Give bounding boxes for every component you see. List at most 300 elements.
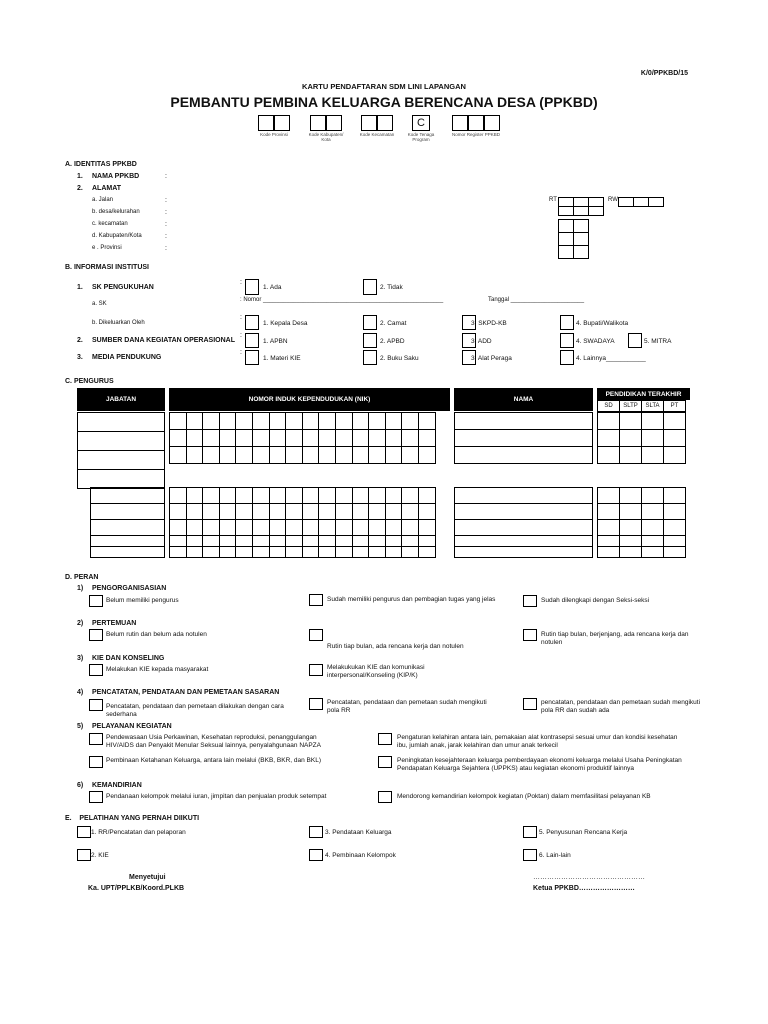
table-cell[interactable] [252,504,269,520]
table-cell[interactable] [170,547,187,558]
table-cell[interactable] [286,430,303,447]
pelatihan-option: 3. Pendataan Keluarga [325,829,392,836]
table-cell[interactable] [352,447,369,464]
table-cell[interactable] [455,547,593,558]
table-cell[interactable] [319,430,336,447]
table-cell[interactable] [78,432,165,451]
table-cell[interactable] [335,447,352,464]
table-cell[interactable] [302,430,319,447]
nik-header: NOMOR INDUK KEPENDUDUKAN (NIK) [169,388,450,411]
code-cell[interactable] [452,115,468,131]
table-cell[interactable] [78,470,165,489]
table-cell[interactable] [302,447,319,464]
table-cell[interactable] [91,547,165,558]
table-cell[interactable] [236,430,253,447]
peran-checkbox[interactable] [309,698,323,710]
table-cell[interactable] [418,488,435,504]
table-cell[interactable] [642,504,664,520]
table-cell[interactable] [269,413,286,430]
pelatihan-checkbox[interactable] [309,849,323,861]
item-number: 1. [77,284,83,291]
table-cell[interactable] [252,430,269,447]
section-a-title: A. IDENTITAS PPKBD [65,161,137,168]
table-cell[interactable] [598,413,620,430]
table-cell[interactable] [91,504,165,520]
code-cell[interactable] [484,115,500,131]
table-cell[interactable] [385,430,402,447]
rw-label: RW [608,197,618,203]
table-cell[interactable] [186,413,203,430]
pelatihan-option: 4. Pembinaan Kelompok [325,852,396,859]
pertemuan-title: PERTEMUAN [92,620,137,627]
table-cell[interactable] [620,547,642,558]
item-number: 3. [77,354,83,361]
swadaya-checkbox[interactable] [560,333,574,348]
table-cell[interactable] [369,488,386,504]
pelatihan-checkbox[interactable] [309,826,323,838]
doc-code: K/0/PPKBD/15 [640,70,688,77]
table-cell[interactable] [642,447,664,464]
rt-rw-grid [558,197,664,216]
colon: : [240,332,242,339]
table-cell[interactable] [369,520,386,536]
table-cell[interactable] [455,430,593,447]
table-cell[interactable] [269,447,286,464]
pelatihan-checkbox[interactable] [523,849,537,861]
nik-grid-upper [169,412,436,464]
code-cell[interactable] [326,115,342,131]
peran-checkbox[interactable] [523,698,537,710]
table-cell[interactable] [642,430,664,447]
edu-grid-upper [597,412,686,464]
table-cell[interactable] [302,547,319,558]
table-cell[interactable] [642,536,664,547]
peran-checkbox[interactable] [523,629,537,641]
table-cell[interactable] [252,547,269,558]
table-cell[interactable] [91,536,165,547]
table-cell[interactable] [598,536,620,547]
code-cell[interactable] [361,115,377,131]
colon: : [165,197,167,204]
table-cell[interactable] [269,547,286,558]
table-cell[interactable] [170,488,187,504]
jabatan-column-upper [77,412,165,489]
section-b-title: B. INFORMASI INSTITUSI [65,264,149,271]
section-c-title: C. PENGURUS [65,378,114,385]
code-letter: C [412,115,430,131]
table-cell[interactable] [302,536,319,547]
table-cell[interactable] [170,430,187,447]
lainnya-label: 4. Lainnya___________ [576,355,646,362]
table-cell[interactable] [620,430,642,447]
table-cell[interactable] [352,520,369,536]
table-cell[interactable] [252,488,269,504]
table-cell[interactable] [219,536,236,547]
table-cell[interactable] [402,536,419,547]
table-cell[interactable] [269,520,286,536]
peran-checkbox[interactable] [89,756,103,768]
sumber-dana-label: SUMBER DANA KEGIATAN OPERASIONAL [92,337,235,344]
table-cell[interactable] [335,547,352,558]
table-cell[interactable] [335,430,352,447]
colon: : [165,173,167,180]
code-cell[interactable] [258,115,274,131]
table-cell[interactable] [203,488,220,504]
table-cell[interactable] [186,536,203,547]
table-cell[interactable] [319,547,336,558]
table-cell[interactable] [620,447,642,464]
pelatihan-checkbox[interactable] [523,826,537,838]
table-cell[interactable] [91,488,165,504]
pengorganisasian-title: PENGORGANISASIAN [92,585,167,592]
jabatan-header: JABATAN [77,388,165,411]
peran-option: Pengaturan kelahiran antara lain, pemakaian alat kontrasepsi sesuai umur dan kondisi kesehatan ibu, jumlah anak, jarak kelahiran dan umur anak terkecil [397,734,678,749]
table-cell[interactable] [219,547,236,558]
table-cell[interactable] [418,413,435,430]
peran-checkbox[interactable] [309,664,323,676]
table-cell[interactable] [402,504,419,520]
nama-column-upper [454,412,593,464]
pelatihan-option: 1. RR/Pencatatan dan pelaporan [91,829,186,836]
table-cell[interactable] [385,413,402,430]
table-cell[interactable] [598,547,620,558]
table-cell[interactable] [455,520,593,536]
table-cell[interactable] [385,488,402,504]
table-cell[interactable] [664,504,686,520]
peran-option: Melakukukan KIE dan komunikasi interpersonal/Konseling (KIP/K) [327,664,425,679]
item-number: 2. [77,185,83,192]
peran-option: Belum rutin dan belum ada notulen [106,631,207,638]
table-cell[interactable] [302,488,319,504]
bupati-checkbox[interactable] [560,315,574,330]
table-cell[interactable] [598,488,620,504]
table-cell[interactable] [402,520,419,536]
peran-option: Pencatatan, pendataan dan pemetaan sudah mengikuti pola RR [327,699,487,714]
sk-tanggal-field[interactable]: Tanggal ______________________ [488,297,585,303]
table-cell[interactable] [598,520,620,536]
table-cell[interactable] [286,413,303,430]
sk-tidak-checkbox[interactable] [363,279,377,295]
peran-checkbox[interactable] [378,791,392,803]
table-cell[interactable] [598,504,620,520]
left-signature-label: Ka. UPT/PPLKB/Koord.PLKB [88,885,185,892]
table-cell[interactable] [352,488,369,504]
table-cell[interactable] [418,536,435,547]
table-cell[interactable] [385,536,402,547]
table-cell[interactable] [620,536,642,547]
table-cell[interactable] [236,504,253,520]
table-cell[interactable] [598,447,620,464]
jabatan-column-lower [90,487,165,558]
table-cell[interactable] [236,536,253,547]
table-cell[interactable] [642,488,664,504]
table-cell[interactable] [335,536,352,547]
lainnya-checkbox[interactable] [560,350,574,365]
desa-label: b. desa/kelurahan [92,209,140,215]
colon: : [240,349,242,356]
camat-checkbox[interactable] [363,315,377,330]
table-cell[interactable] [402,488,419,504]
colon: : [240,279,242,286]
nama-column-lower [454,487,593,558]
mitra-label: 5. MITRA [644,338,672,345]
table-cell[interactable] [418,547,435,558]
table-cell[interactable] [219,413,236,430]
peran-option: Rutin tiap bulan, berjenjang, ada rencana kerja dan notulen [541,631,689,646]
colon: : [165,221,167,228]
table-cell[interactable] [418,520,435,536]
table-cell[interactable] [335,504,352,520]
signature-line[interactable]: ………………………………………… [533,874,645,881]
nama-ppkbd-label: NAMA PPKBD [92,173,140,180]
table-cell[interactable] [385,447,402,464]
peran-checkbox[interactable] [309,594,323,606]
table-cell[interactable] [170,413,187,430]
buku-saku-checkbox[interactable] [363,350,377,365]
edu-sd: SD [598,401,620,412]
colon: : [165,209,167,216]
table-cell[interactable] [170,447,187,464]
alamat-label: ALAMAT [92,185,122,192]
table-cell[interactable] [319,536,336,547]
media-pendukung-label: MEDIA PENDUKUNG [92,354,162,361]
edu-grid-lower [597,487,686,558]
table-cell[interactable] [236,447,253,464]
colon: : [165,245,167,252]
table-cell[interactable] [335,413,352,430]
table-cell[interactable] [186,488,203,504]
table-cell[interactable] [455,536,593,547]
table-cell[interactable] [269,488,286,504]
table-cell[interactable] [319,413,336,430]
table-cell[interactable] [642,413,664,430]
table-cell[interactable] [352,413,369,430]
table-cell[interactable] [402,413,419,430]
table-cell[interactable] [91,520,165,536]
peran-checkbox[interactable] [89,699,103,711]
table-cell[interactable] [369,413,386,430]
table-cell[interactable] [664,430,686,447]
code-label: Kode Tenaga Program [407,132,435,142]
item-number: 2. [77,337,83,344]
pelatihan-option: 6. Lain-lain [539,852,571,859]
peran-checkbox[interactable] [89,664,103,676]
table-cell[interactable] [418,447,435,464]
table-cell[interactable] [286,504,303,520]
table-cell[interactable] [664,447,686,464]
table-cell[interactable] [219,447,236,464]
table-cell[interactable] [335,488,352,504]
table-cell[interactable] [219,520,236,536]
table-cell[interactable] [203,413,220,430]
table-cell[interactable] [352,547,369,558]
apbn-checkbox[interactable] [245,333,259,348]
apbd-checkbox[interactable] [363,333,377,348]
table-cell[interactable] [186,520,203,536]
peran-option: Peningkatan kesejahteraan keluarga pemberdayaan ekonomi keluarga melalui Usaha Peningkatan Pendapatan Keluarga Sejahtera (UPPKS) atau kegiatan ekonomi produktif lainnya [397,757,682,772]
table-cell[interactable] [620,413,642,430]
peran-checkbox[interactable] [89,629,103,641]
table-cell[interactable] [286,488,303,504]
code-cell[interactable] [310,115,326,131]
sk-label: a. SK [92,301,107,307]
peran-checkbox[interactable] [89,791,103,803]
table-cell[interactable] [203,547,220,558]
kepala-desa-checkbox[interactable] [245,315,259,330]
code-label: Kode Kabupaten/ Kota [308,132,344,142]
apbn-label: 1. APBN [263,338,288,345]
table-cell[interactable] [203,520,220,536]
table-cell[interactable] [664,536,686,547]
sk-nomor-field[interactable]: : Nomor ______________________________________________________ [240,297,444,303]
form-title: PEMBANTU PEMBINA KELUARGA BERENCANA DESA (PPKBD) [170,94,598,110]
table-cell[interactable] [186,547,203,558]
table-cell[interactable] [385,547,402,558]
sk-ada-checkbox[interactable] [245,279,259,295]
table-cell[interactable] [203,430,220,447]
table-cell[interactable] [369,447,386,464]
table-cell[interactable] [302,413,319,430]
table-cell[interactable] [418,430,435,447]
table-cell[interactable] [186,504,203,520]
peran-checkbox[interactable] [378,756,392,768]
table-cell[interactable] [236,520,253,536]
table-cell[interactable] [664,547,686,558]
table-cell[interactable] [319,504,336,520]
table-cell[interactable] [455,504,593,520]
code-cell[interactable] [274,115,290,131]
provinsi-label: e . Provinsi [92,245,122,251]
code-label: Kode Provinsi [260,132,288,137]
pelatihan-checkbox[interactable] [77,849,91,861]
peran-number: 6) [77,782,84,789]
table-cell[interactable] [402,447,419,464]
table-cell[interactable] [620,488,642,504]
table-cell[interactable] [418,504,435,520]
table-cell[interactable] [203,447,220,464]
table-cell[interactable] [170,520,187,536]
table-cell[interactable] [664,488,686,504]
table-cell[interactable] [319,520,336,536]
table-cell[interactable] [369,504,386,520]
table-cell[interactable] [219,488,236,504]
table-cell[interactable] [236,488,253,504]
peran-checkbox[interactable] [378,733,392,745]
peran-checkbox[interactable] [89,733,103,745]
table-cell[interactable] [219,504,236,520]
apbd-label: 2. APBD [380,338,405,345]
table-cell[interactable] [664,413,686,430]
table-cell[interactable] [352,430,369,447]
table-cell[interactable] [286,520,303,536]
table-cell[interactable] [620,520,642,536]
code-cell[interactable] [468,115,484,131]
pelatihan-checkbox[interactable] [77,826,91,838]
table-cell[interactable] [286,447,303,464]
table-cell[interactable] [269,536,286,547]
table-cell[interactable] [352,536,369,547]
table-cell[interactable] [385,504,402,520]
peran-option: Sudah dilengkapi dengan Seksi-seksi [541,597,650,604]
table-cell[interactable] [286,536,303,547]
table-cell[interactable] [170,536,187,547]
table-cell[interactable] [385,520,402,536]
skpd-kb-label: 3. SKPD-KB [471,320,507,327]
section-e-title: E. PELATIHAN YANG PERNAH DIIKUTI [65,815,200,822]
table-cell[interactable] [455,413,593,430]
table-cell[interactable] [369,536,386,547]
table-cell[interactable] [352,504,369,520]
peran-checkbox[interactable] [523,595,537,607]
kepala-desa-label: 1. Kepala Desa [263,320,308,327]
table-cell[interactable] [269,504,286,520]
alat-peraga-label: 3. Alat Peraga [471,355,512,362]
table-cell[interactable] [319,447,336,464]
table-cell[interactable] [455,447,593,464]
table-cell[interactable] [269,430,286,447]
table-cell[interactable] [335,520,352,536]
sk-ada-label: 1. Ada [263,284,282,291]
table-cell[interactable] [252,536,269,547]
table-cell[interactable] [402,547,419,558]
peran-option: Rutin tiap bulan, ada rencana kerja dan notulen [327,643,464,650]
table-cell[interactable] [642,520,664,536]
table-cell[interactable] [664,520,686,536]
pencatatan-title: PENCATATAN, PENDATAAN DAN PEMETAAN SASARAN [92,689,280,696]
peran-option: Melakukan KIE kepada masyarakat [106,666,209,673]
table-cell[interactable] [455,488,593,504]
table-cell[interactable] [236,413,253,430]
peran-checkbox[interactable] [309,629,323,641]
table-cell[interactable] [598,430,620,447]
peran-number: 5) [77,723,84,730]
table-cell[interactable] [319,488,336,504]
peran-checkbox[interactable] [89,595,103,607]
table-cell[interactable] [620,504,642,520]
table-cell[interactable] [302,520,319,536]
right-signature-label: Ketua PPKBD…………………… [533,885,635,892]
code-cell[interactable] [377,115,393,131]
table-cell[interactable] [203,504,220,520]
pendidikan-header: PENDIDIKAN TERAKHIR [597,388,690,400]
table-cell[interactable] [203,536,220,547]
table-cell[interactable] [219,430,236,447]
table-cell[interactable] [236,547,253,558]
table-cell[interactable] [286,547,303,558]
colon: : [165,233,167,240]
code-label: Kode Kecamatan [359,132,395,137]
table-cell[interactable] [369,430,386,447]
table-cell[interactable] [642,547,664,558]
pelatihan-option: 2. KIE [91,852,109,859]
table-cell[interactable] [252,520,269,536]
table-cell[interactable] [186,430,203,447]
peran-number: 1) [77,585,84,592]
table-cell[interactable] [78,413,165,432]
table-cell[interactable] [170,504,187,520]
materi-kie-checkbox[interactable] [245,350,259,365]
section-d-title: D. PERAN [65,574,99,581]
mitra-checkbox[interactable] [628,333,642,348]
table-cell[interactable] [186,447,203,464]
table-cell[interactable] [78,451,165,470]
table-cell[interactable] [402,430,419,447]
table-cell[interactable] [252,447,269,464]
table-cell[interactable] [302,504,319,520]
table-cell[interactable] [369,547,386,558]
peran-option: Mendorong kemandirian kelompok kegiatan (Poktan) dalam memfasilitasi pelayanan KB [397,793,651,800]
table-cell[interactable] [252,413,269,430]
